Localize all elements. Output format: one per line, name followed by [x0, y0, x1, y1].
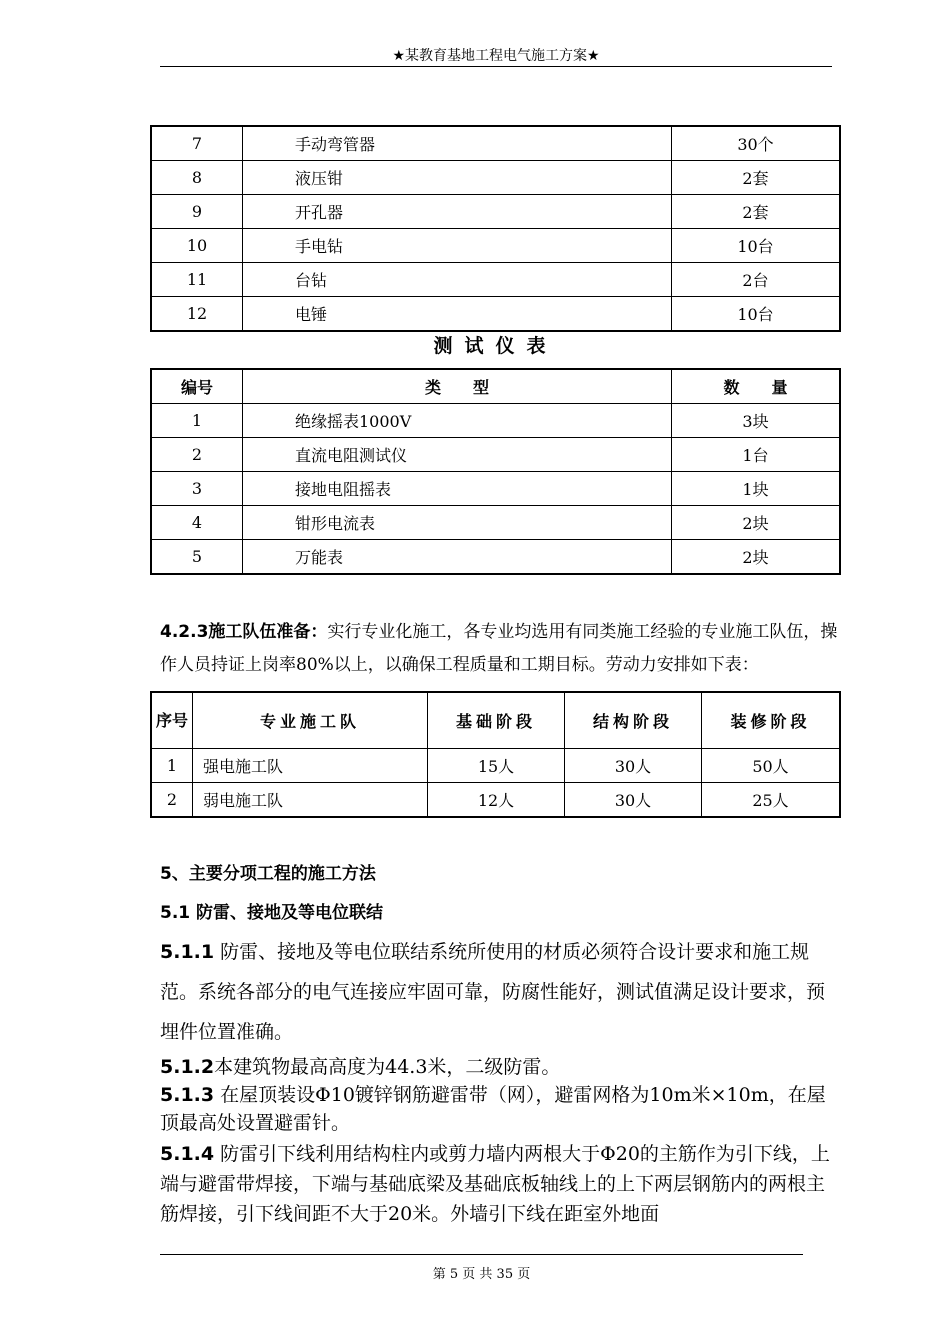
meters-cell-no: 3: [151, 472, 243, 506]
team-cell-team: 弱电施工队: [193, 783, 428, 818]
tools-cell-no: 7: [151, 126, 243, 161]
tools-cell-name: 液压钳: [243, 161, 672, 195]
tools-row: [151, 229, 840, 263]
paragraph-5-1-3: [160, 1081, 836, 1137]
meters-cell-no: 2: [151, 438, 243, 472]
paragraph-5-1-3-label: 5.1.3: [160, 1084, 215, 1106]
paragraph-5-1-1-label: 5.1.1: [160, 941, 215, 963]
meters-header-qty: 数 量: [672, 369, 841, 404]
paragraph-5-1-4: [160, 1139, 836, 1229]
meters-cell-qty: 1块: [672, 472, 841, 506]
paragraph-5-1-1-text: 防雷、接地及等电位联结系统所使用的材质必须符合设计要求和施工规范。系统各部分的电气连接应牢固可靠，防腐性能好，测试值满足设计要求，预埋件位置准确。: [160, 941, 826, 1043]
tools-cell-name: 手动弯管器: [243, 126, 672, 161]
paragraph-5-1-2: [160, 1053, 836, 1081]
meters-row: [151, 472, 840, 506]
team-header-decoration: 装修阶段: [702, 692, 841, 749]
tools-row: [151, 161, 840, 195]
tools-row: [151, 195, 840, 229]
meters-cell-name: 直流电阻测试仪: [243, 438, 672, 472]
meters-cell-no: 4: [151, 506, 243, 540]
tools-row: [151, 126, 840, 161]
tools-cell-no: 10: [151, 229, 243, 263]
team-cell-foundation: 15人: [428, 749, 565, 783]
meters-cell-name: 钳形电流表: [243, 506, 672, 540]
tools-cell-qty: 30个: [672, 126, 841, 161]
page-footer: 第 5 页 共 35 页: [432, 1267, 531, 1282]
team-cell-no: 2: [151, 783, 193, 818]
tools-cell-name: 电锤: [243, 297, 672, 332]
tools-cell-no: 8: [151, 161, 243, 195]
paragraph-5-1-4-label: 5.1.4: [160, 1143, 215, 1165]
meters-header-type: 类 型: [243, 369, 672, 404]
tools-table: [150, 125, 841, 332]
meters-cell-qty: 2块: [672, 506, 841, 540]
section-5-title: 5、主要分项工程的施工方法: [160, 864, 376, 884]
team-header-structure: 结构阶段: [565, 692, 702, 749]
tools-cell-qty: 2台: [672, 263, 841, 297]
meters-cell-qty: 1台: [672, 438, 841, 472]
meters-cell-name: 接地电阻摇表: [243, 472, 672, 506]
meters-cell-qty: 2块: [672, 540, 841, 575]
team-row: [151, 749, 840, 783]
meters-cell-no: 5: [151, 540, 243, 575]
meters-cell-qty: 3块: [672, 404, 841, 438]
team-prep-paragraph: [160, 616, 840, 682]
meters-row: [151, 506, 840, 540]
team-cell-decoration: 50人: [702, 749, 841, 783]
meters-cell-no: 1: [151, 404, 243, 438]
meters-table: [150, 368, 841, 575]
tools-cell-name: 开孔器: [243, 195, 672, 229]
team-prep-label: 4.2.3施工队伍准备：: [160, 622, 328, 642]
page-header: ★某教育基地工程电气施工方案★: [160, 46, 832, 67]
meters-row: [151, 438, 840, 472]
meters-cell-name: 万能表: [243, 540, 672, 575]
meters-header-row: [151, 369, 840, 404]
team-cell-structure: 30人: [565, 749, 702, 783]
tools-cell-no: 9: [151, 195, 243, 229]
team-cell-team: 强电施工队: [193, 749, 428, 783]
meters-row: [151, 540, 840, 575]
tools-cell-name: 手电钻: [243, 229, 672, 263]
team-cell-structure: 30人: [565, 783, 702, 818]
team-header-row: [151, 692, 840, 749]
paragraph-5-1-3-text: 在屋顶装设Φ10镀锌钢筋避雷带（网），避雷网格为10m米×10m，在屋顶最高处设置避雷针。: [160, 1084, 826, 1134]
section-5-1-title: 5.1 防雷、接地及等电位联结: [160, 903, 384, 923]
tools-row: [151, 297, 840, 332]
tools-cell-no: 11: [151, 263, 243, 297]
team-header-team: 专业施工队: [193, 692, 428, 749]
team-row: [151, 783, 840, 818]
tools-cell-qty: 10台: [672, 297, 841, 332]
tools-cell-qty: 10台: [672, 229, 841, 263]
meters-cell-name: 绝缘摇表1000V: [243, 404, 672, 438]
team-header-no: 序号: [151, 692, 193, 749]
paragraph-5-1-2-label: 5.1.2: [160, 1056, 215, 1078]
paragraph-5-1-1: [160, 932, 836, 1052]
team-table: [150, 691, 841, 818]
team-cell-decoration: 25人: [702, 783, 841, 818]
team-cell-foundation: 12人: [428, 783, 565, 818]
team-header-foundation: 基础阶段: [428, 692, 565, 749]
tools-cell-no: 12: [151, 297, 243, 332]
paragraph-5-1-4-text: 防雷引下线利用结构柱内或剪力墙内两根大于Φ20的主筋作为引下线，上端与避雷带焊接，下端与基础底梁及基础底板轴线上的上下两层钢筋内的两根主筋焊接，引下线间距不大于20米。外墙引下线在距室外地面: [160, 1143, 830, 1225]
team-cell-no: 1: [151, 749, 193, 783]
meters-header-no: 编号: [151, 369, 243, 404]
paragraph-5-1-2-text: 本建筑物最高高度为44.3米，二级防雷。: [214, 1056, 561, 1078]
footer-divider: [160, 1254, 803, 1255]
tools-cell-qty: 2套: [672, 161, 841, 195]
team-prep-text: 实行专业化施工，各专业均选用有同类施工经验的专业施工队伍，操作人员持证上岗率80%以上，以确保工程质量和工期目标。劳动力安排如下表：: [160, 622, 838, 675]
tools-row: [151, 263, 840, 297]
meters-section-title: 测试仪表: [433, 335, 558, 357]
meters-row: [151, 404, 840, 438]
tools-cell-name: 台钻: [243, 263, 672, 297]
tools-cell-qty: 2套: [672, 195, 841, 229]
